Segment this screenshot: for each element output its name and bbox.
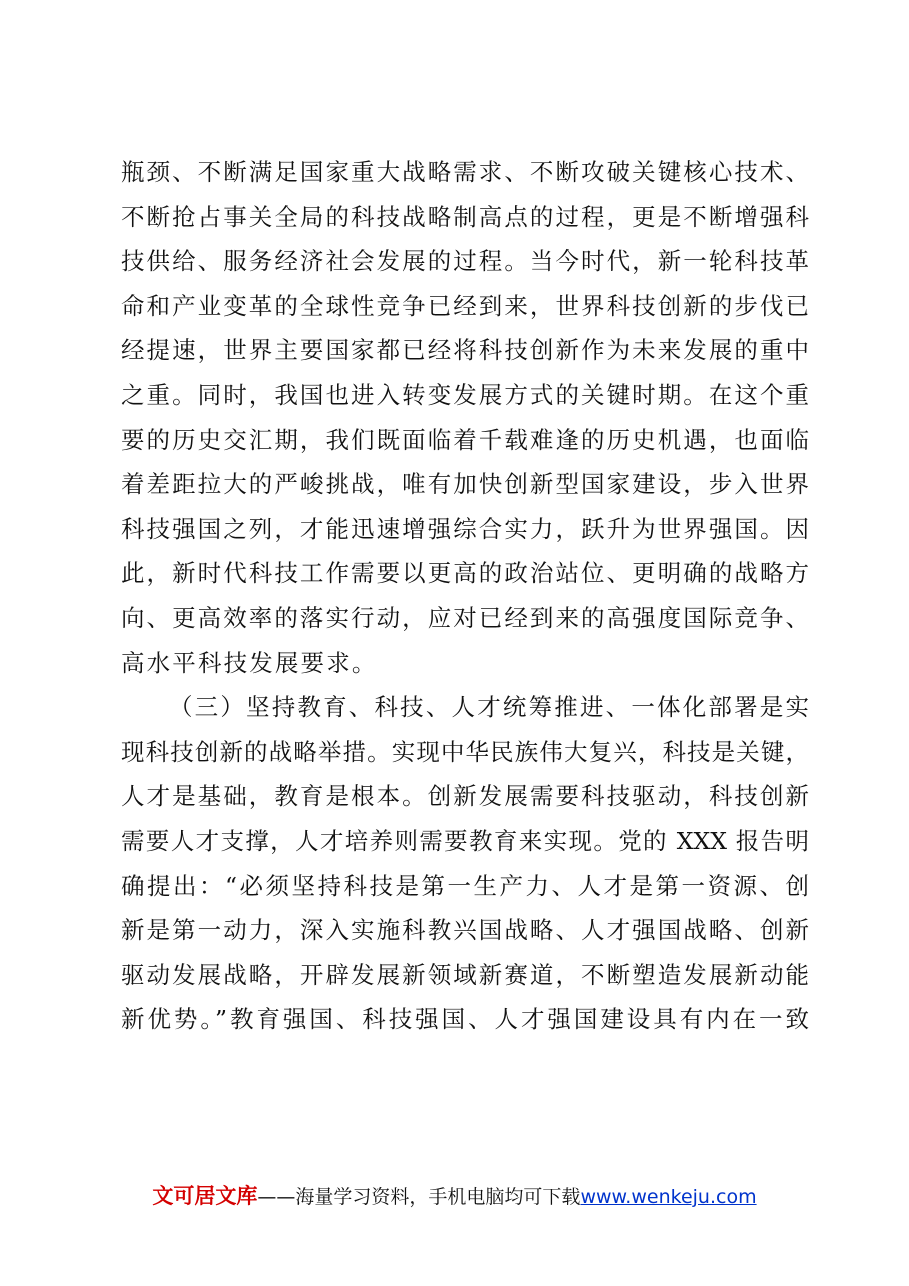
body-line: 命和产业变革的全球性竞争已经到来，世界科技创新的步伐已 [121, 291, 809, 320]
body-line: 科技强国之列，才能迅速增强综合实力，跃升为世界强国。因 [121, 514, 809, 543]
body-line: 要的历史交汇期，我们既面临着千载难逢的历史机遇，也面临 [121, 425, 809, 454]
body-line: 新是第一动力，深入实施科教兴国战略、人才强国战略、创新 [121, 916, 809, 945]
website-link[interactable]: www.wenkeju.com [580, 1186, 757, 1208]
body-line: 不断抢占事关全局的科技战略制高点的过程，更是不断增强科 [121, 202, 809, 231]
section-heading-line: （三）坚持教育、科技、人才统筹推进、一体化部署是实 [169, 693, 809, 722]
body-line: 确提出：“必须坚持科技是第一生产力、人才是第一资源、创 [121, 871, 809, 900]
body-line: 新优势。”教育强国、科技强国、人才强国建设具有内在一致 [121, 1005, 809, 1034]
body-line: 需要人才支撑，人才培养则需要教育来实现。党的 XXX 报告明 [121, 826, 809, 855]
body-line: 着差距拉大的严峻挑战，唯有加快创新型国家建设，步入世界 [121, 470, 809, 499]
paragraph-end-line: 高水平科技发展要求。 [121, 648, 378, 677]
body-line: 技供给、服务经济社会发展的过程。当今时代，新一轮科技革 [121, 247, 809, 276]
body-line: 之重。同时，我国也进入转变发展方式的关键时期。在这个重 [121, 380, 809, 409]
body-line: 向、更高效率的落实行动，应对已经到来的高强度国际竞争、 [121, 603, 809, 632]
footer-tagline: ——海量学习资料，手机电脑均可下载 [257, 1186, 581, 1208]
body-line: 现科技创新的战略举措。实现中华民族伟大复兴，科技是关键， [121, 737, 809, 766]
body-line: 经提速，世界主要国家都已经将科技创新作为未来发展的重中 [121, 336, 809, 365]
body-line: 此，新时代科技工作需要以更高的政治站位、更明确的战略方 [121, 559, 809, 588]
document-body [121, 150, 809, 1042]
footer-banner [0, 1180, 909, 1213]
body-line: 人才是基础，教育是根本。创新发展需要科技驱动，科技创新 [121, 782, 809, 811]
body-line: 驱动发展战略，开辟发展新领域新赛道，不断塑造发展新动能 [121, 960, 809, 989]
brand-name: 文可居文库 [152, 1184, 258, 1208]
body-line: 瓶颈、不断满足国家重大战略需求、不断攻破关键核心技术、 [121, 158, 809, 186]
